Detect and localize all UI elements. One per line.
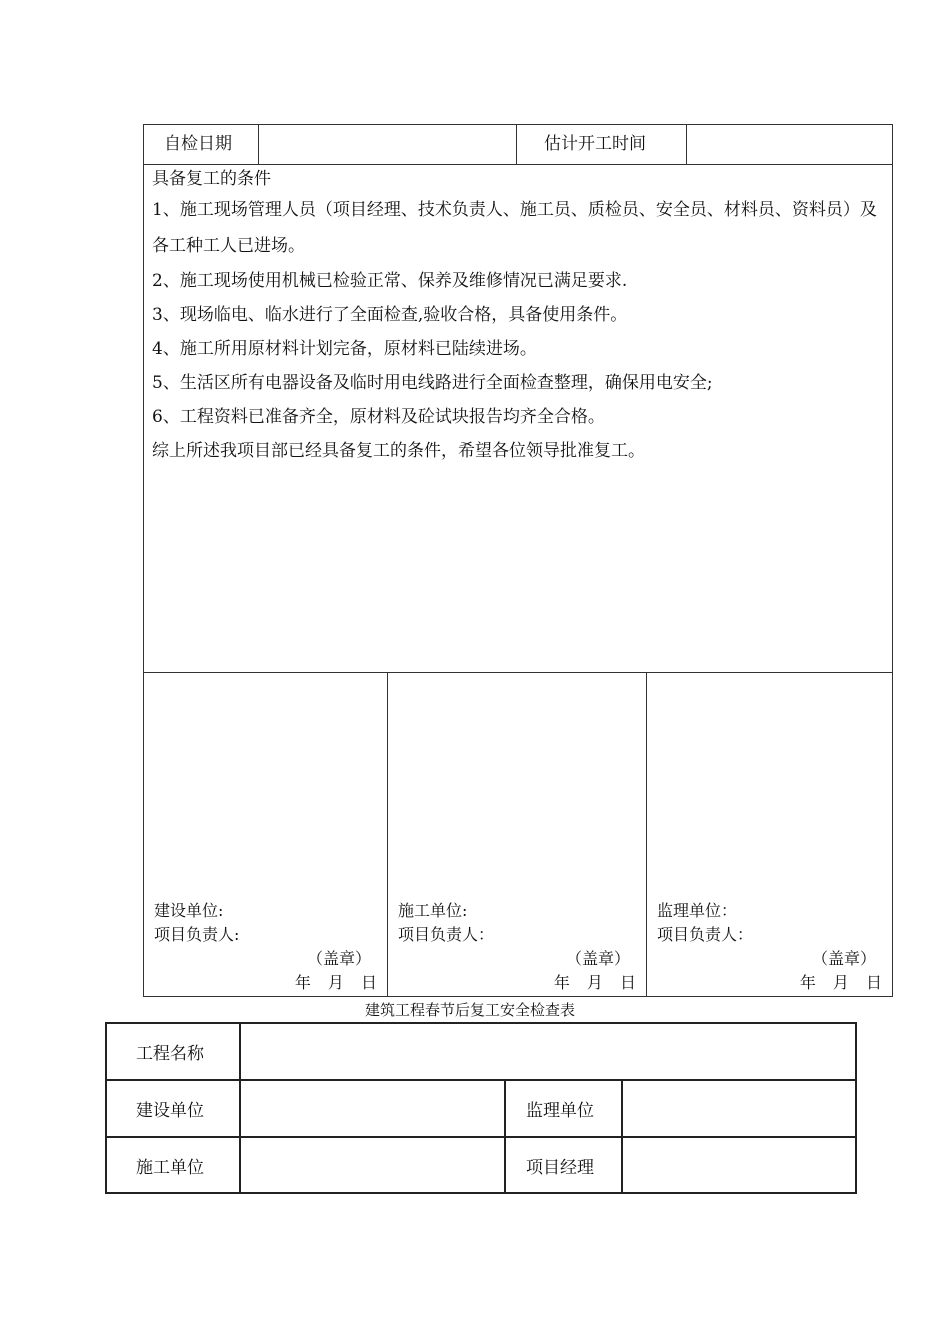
supervisor-signature-box[interactable]: [647, 673, 892, 996]
condition-item: 2、施工现场使用机械已检验正常、保养及维修情况已满足要求.: [152, 271, 628, 291]
builder-supervisor-row: [107, 1081, 855, 1138]
signature-area: [144, 673, 892, 996]
self-check-date-label: 自检日期: [144, 125, 259, 164]
constructor-field[interactable]: [241, 1138, 506, 1192]
builder-leader-label: 项目负责人:: [154, 925, 240, 944]
supervisor-label: 监理单位: [506, 1081, 623, 1136]
builder-unit-label: 建设单位:: [154, 901, 224, 920]
constructor-signature-box[interactable]: [388, 673, 647, 996]
project-name-row: [107, 1024, 855, 1081]
table-caption-text: 建筑工程春节后复工安全检查表: [364, 1001, 575, 1019]
self-check-date-field[interactable]: [259, 125, 517, 164]
project-name-field[interactable]: [241, 1024, 855, 1079]
condition-item: 1、施工现场管理人员（项目经理、技术负责人、施工员、质检员、安全员、材料员、资料员）及各工种工人已进场。: [152, 200, 877, 256]
condition-item: 6、工程资料已准备齐全，原材料及砼试块报告均齐全合格。: [152, 407, 605, 427]
conditions-summary: 综上所述我项目部已经具备复工的条件，希望各位领导批准复工。: [152, 441, 645, 461]
resumption-application-form: [143, 124, 893, 997]
constructor-leader-label: 项目负责人：: [398, 925, 495, 944]
conditions-title: 具备复工的条件: [152, 169, 271, 189]
condition-item: 5、生活区所有电器设备及临时用电线路进行全面检查整理，确保用电安全;: [152, 373, 713, 393]
table-caption: [0, 1000, 950, 1020]
estimated-start-time-field[interactable]: [687, 125, 892, 164]
supervisor-seal-label: （盖章）: [811, 949, 876, 968]
conditions-section: [144, 164, 892, 673]
dates-row: [144, 125, 892, 165]
constructor-manager-row: [107, 1138, 855, 1192]
condition-item: 3、现场临电、临水进行了全面检查,验收合格，具备使用条件。: [152, 305, 628, 325]
constructor-seal-label: （盖章）: [565, 949, 630, 968]
supervisor-leader-label: 项目负责人：: [657, 925, 754, 944]
constructor-label: 施工单位: [107, 1138, 241, 1192]
builder-signature-box[interactable]: [144, 673, 388, 996]
supervisor-field[interactable]: [623, 1081, 855, 1136]
builder-label: 建设单位: [107, 1081, 241, 1136]
constructor-date-label: 年 月 日: [553, 973, 636, 992]
estimated-start-time-label: 估计开工时间: [517, 125, 687, 164]
constructor-unit-label: 施工单位:: [398, 901, 468, 920]
supervisor-unit-label: 监理单位：: [657, 901, 738, 920]
builder-date-label: 年 月 日: [294, 973, 377, 992]
project-name-label: 工程名称: [107, 1024, 241, 1079]
builder-field[interactable]: [241, 1081, 506, 1136]
supervisor-date-label: 年 月 日: [799, 973, 882, 992]
project-manager-field[interactable]: [623, 1138, 855, 1192]
safety-inspection-table: [105, 1022, 857, 1194]
condition-item: 4、施工所用原材料计划完备，原材料已陆续进场。: [152, 339, 537, 359]
builder-seal-label: （盖章）: [306, 949, 371, 968]
project-manager-label: 项目经理: [506, 1138, 623, 1192]
